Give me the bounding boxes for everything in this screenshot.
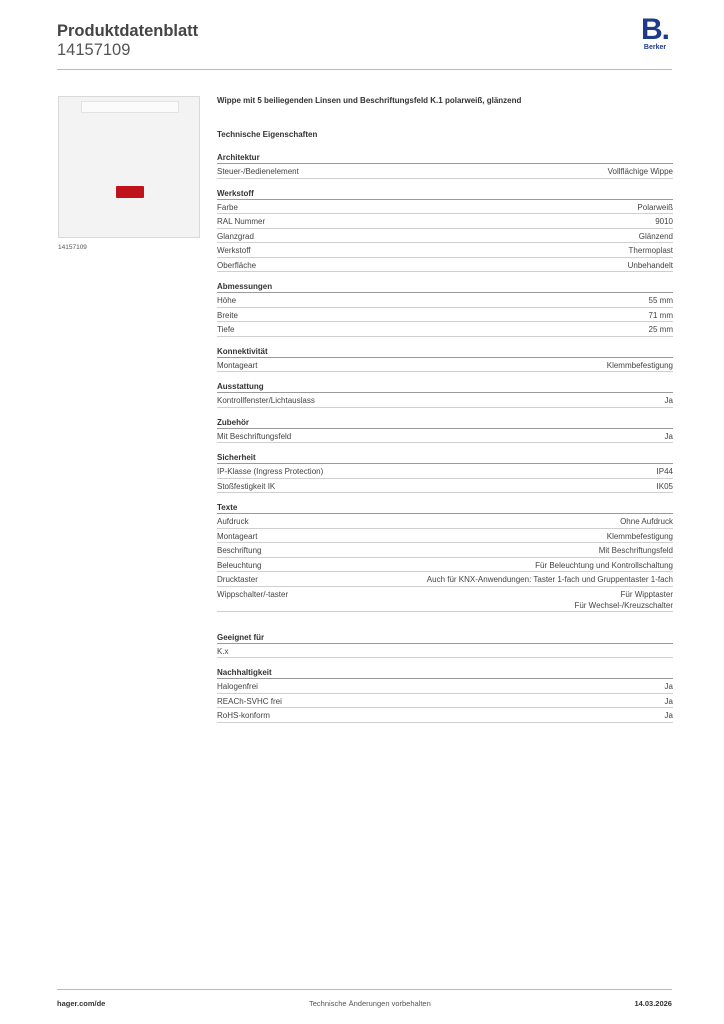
spec-label: RAL Nummer bbox=[217, 217, 266, 226]
spec-label: Montageart bbox=[217, 360, 258, 370]
spec-row bbox=[217, 229, 673, 244]
spec-value-line: IK05 bbox=[656, 481, 673, 491]
logo-text: Berker bbox=[643, 44, 667, 51]
spec-value-line: Mit Beschriftungsfeld bbox=[598, 546, 673, 555]
spec-group-title: Zubehör bbox=[217, 417, 673, 429]
spec-row bbox=[217, 308, 673, 323]
spec-content bbox=[217, 96, 673, 732]
spec-group-title: Sicherheit bbox=[217, 452, 673, 464]
spec-label: Beleuchtung bbox=[217, 560, 262, 570]
spec-row bbox=[217, 514, 673, 529]
spec-label: Steuer-/Bedienelement bbox=[217, 167, 299, 176]
spec-value bbox=[657, 466, 673, 477]
spec-value bbox=[649, 324, 673, 335]
spec-value-line: IP44 bbox=[656, 467, 673, 476]
spec-value-line: Klemmbefestigung bbox=[606, 531, 673, 541]
spec-row bbox=[217, 464, 673, 479]
product-title: Wippe mit 5 beiliegenden Linsen und Beschriftungsfeld K.1 polarweiß, glänzend bbox=[217, 96, 522, 105]
spec-group-title: Werkstoff bbox=[217, 188, 673, 200]
spec-label: REACh-SVHC frei bbox=[217, 696, 282, 706]
spec-value-line: 25 mm bbox=[648, 325, 673, 334]
spec-value bbox=[655, 216, 673, 227]
spec-value-line: Für Beleuchtung und Kontrollschaltung bbox=[535, 560, 673, 570]
spec-value-line: Polarweiß bbox=[637, 202, 673, 212]
spec-label: RoHS-konform bbox=[217, 711, 270, 720]
spec-value-line: Ja bbox=[664, 431, 673, 441]
spec-value bbox=[665, 395, 673, 406]
spec-value bbox=[665, 681, 673, 692]
spec-label: Mit Beschriftungsfeld bbox=[217, 431, 292, 441]
product-image bbox=[58, 96, 200, 238]
spec-value bbox=[599, 545, 673, 556]
spec-value-line: Thermoplast bbox=[628, 246, 673, 255]
spec-row bbox=[217, 293, 673, 308]
spec-value-line: Ja bbox=[664, 396, 673, 405]
spec-group bbox=[217, 667, 673, 723]
spec-row bbox=[217, 708, 673, 723]
spec-group-title: Abmessungen bbox=[217, 281, 673, 293]
spec-label: Werkstoff bbox=[217, 246, 251, 255]
spec-row bbox=[217, 644, 673, 659]
spec-label: Beschriftung bbox=[217, 546, 262, 555]
spec-label: Oberfläche bbox=[217, 260, 257, 270]
spec-value bbox=[665, 710, 673, 721]
spec-label: Farbe bbox=[217, 202, 238, 212]
spec-row bbox=[217, 694, 673, 709]
spec-group-title: Geeignet für bbox=[217, 632, 673, 644]
spec-row bbox=[217, 529, 673, 544]
spec-label: Montageart bbox=[217, 531, 258, 541]
spec-value-line: Ja bbox=[664, 696, 673, 706]
spec-group-title: Konnektivität bbox=[217, 346, 673, 358]
spec-label: Breite bbox=[217, 310, 238, 320]
spec-value bbox=[427, 574, 673, 585]
spec-groups bbox=[217, 152, 673, 723]
spec-row bbox=[217, 243, 673, 258]
spec-group-title: Architektur bbox=[217, 152, 673, 164]
spec-value bbox=[620, 516, 673, 527]
spec-value-line: 71 mm bbox=[648, 310, 673, 320]
spec-group bbox=[217, 188, 673, 273]
page-header bbox=[57, 13, 672, 70]
spec-value bbox=[665, 696, 673, 707]
document-title: Produktdatenblatt bbox=[57, 22, 199, 40]
spec-label: Wippschalter/-taster bbox=[217, 589, 289, 599]
red-lens-shape bbox=[116, 186, 144, 198]
spec-row bbox=[217, 479, 673, 494]
spec-value-line: Ohne Aufdruck bbox=[620, 517, 673, 526]
spec-label: K.x bbox=[217, 646, 229, 656]
document-number: 14157109 bbox=[57, 41, 131, 59]
spec-row bbox=[217, 322, 673, 337]
spec-label: Halogenfrei bbox=[217, 682, 258, 691]
spec-group-title: Ausstattung bbox=[217, 381, 673, 393]
spec-row bbox=[217, 572, 673, 587]
spec-value-line: Vollflächige Wippe bbox=[607, 167, 673, 176]
spec-label: IP-Klasse (Ingress Protection) bbox=[217, 467, 324, 476]
footer-website[interactable]: hager.com/de bbox=[57, 999, 106, 1008]
berker-logo bbox=[638, 13, 672, 52]
footer-date: 14.03.2026 bbox=[634, 999, 672, 1008]
spec-row bbox=[217, 200, 673, 215]
spec-row bbox=[217, 679, 673, 694]
spec-group bbox=[217, 346, 673, 373]
page-footer bbox=[57, 989, 672, 1008]
spec-value bbox=[608, 166, 673, 177]
spec-label: Höhe bbox=[217, 296, 237, 305]
spec-value bbox=[649, 295, 673, 306]
label-field-shape bbox=[81, 101, 179, 113]
spec-value bbox=[607, 360, 673, 371]
spec-row bbox=[217, 558, 673, 573]
spec-row bbox=[217, 214, 673, 229]
spec-value bbox=[535, 560, 673, 571]
spec-value-line: Unbehandelt bbox=[627, 260, 673, 270]
spec-value-line: 9010 bbox=[655, 217, 673, 226]
spec-value bbox=[639, 231, 673, 242]
spec-value bbox=[607, 531, 673, 542]
footer-disclaimer: Technische Änderungen vorbehalten bbox=[309, 999, 431, 1008]
spec-value bbox=[574, 589, 673, 611]
spec-value bbox=[637, 202, 673, 213]
spec-value-line: Für Wipptaster bbox=[620, 589, 673, 599]
spec-group bbox=[217, 281, 673, 337]
spec-value bbox=[665, 431, 673, 442]
spec-row bbox=[217, 258, 673, 273]
spec-label: Drucktaster bbox=[217, 575, 258, 584]
spec-row bbox=[217, 358, 673, 373]
spec-value-line: Glänzend bbox=[638, 231, 673, 241]
spec-group bbox=[217, 417, 673, 444]
image-caption: 14157109 bbox=[58, 244, 87, 251]
spec-row bbox=[217, 393, 673, 408]
spec-group bbox=[217, 632, 673, 659]
section-title: Technische Eigenschaften bbox=[217, 130, 318, 139]
spec-value-line: Klemmbefestigung bbox=[606, 360, 673, 370]
spec-value-line: 55 mm bbox=[648, 296, 673, 305]
spec-row bbox=[217, 429, 673, 444]
spec-value bbox=[657, 481, 673, 492]
spec-label: Tiefe bbox=[217, 325, 235, 334]
spec-group bbox=[217, 502, 673, 612]
spec-group-title: Texte bbox=[217, 502, 673, 514]
spec-value-line: Auch für KNX-Anwendungen: Taster 1-fach und Gruppentaster 1-fach bbox=[426, 575, 673, 584]
spec-group-title: Nachhaltigkeit bbox=[217, 667, 673, 679]
spec-row bbox=[217, 587, 673, 612]
spec-value-line: Ja bbox=[664, 682, 673, 691]
spec-label: Stoßfestigkeit IK bbox=[217, 481, 276, 491]
spec-row bbox=[217, 164, 673, 179]
spec-row bbox=[217, 543, 673, 558]
logo-letter: B. bbox=[641, 13, 669, 46]
spec-label: Aufdruck bbox=[217, 517, 249, 526]
spec-value bbox=[628, 260, 673, 271]
spec-value bbox=[629, 245, 673, 256]
spec-label: Glanzgrad bbox=[217, 231, 254, 241]
spec-value-line: Ja bbox=[664, 711, 673, 720]
spec-label: Kontrollfenster/Lichtauslass bbox=[217, 396, 315, 405]
spec-value-line: Für Wechsel-/Kreuzschalter bbox=[574, 600, 673, 610]
spec-group bbox=[217, 381, 673, 408]
spec-value bbox=[649, 310, 673, 321]
spec-group bbox=[217, 152, 673, 179]
spec-group bbox=[217, 452, 673, 493]
